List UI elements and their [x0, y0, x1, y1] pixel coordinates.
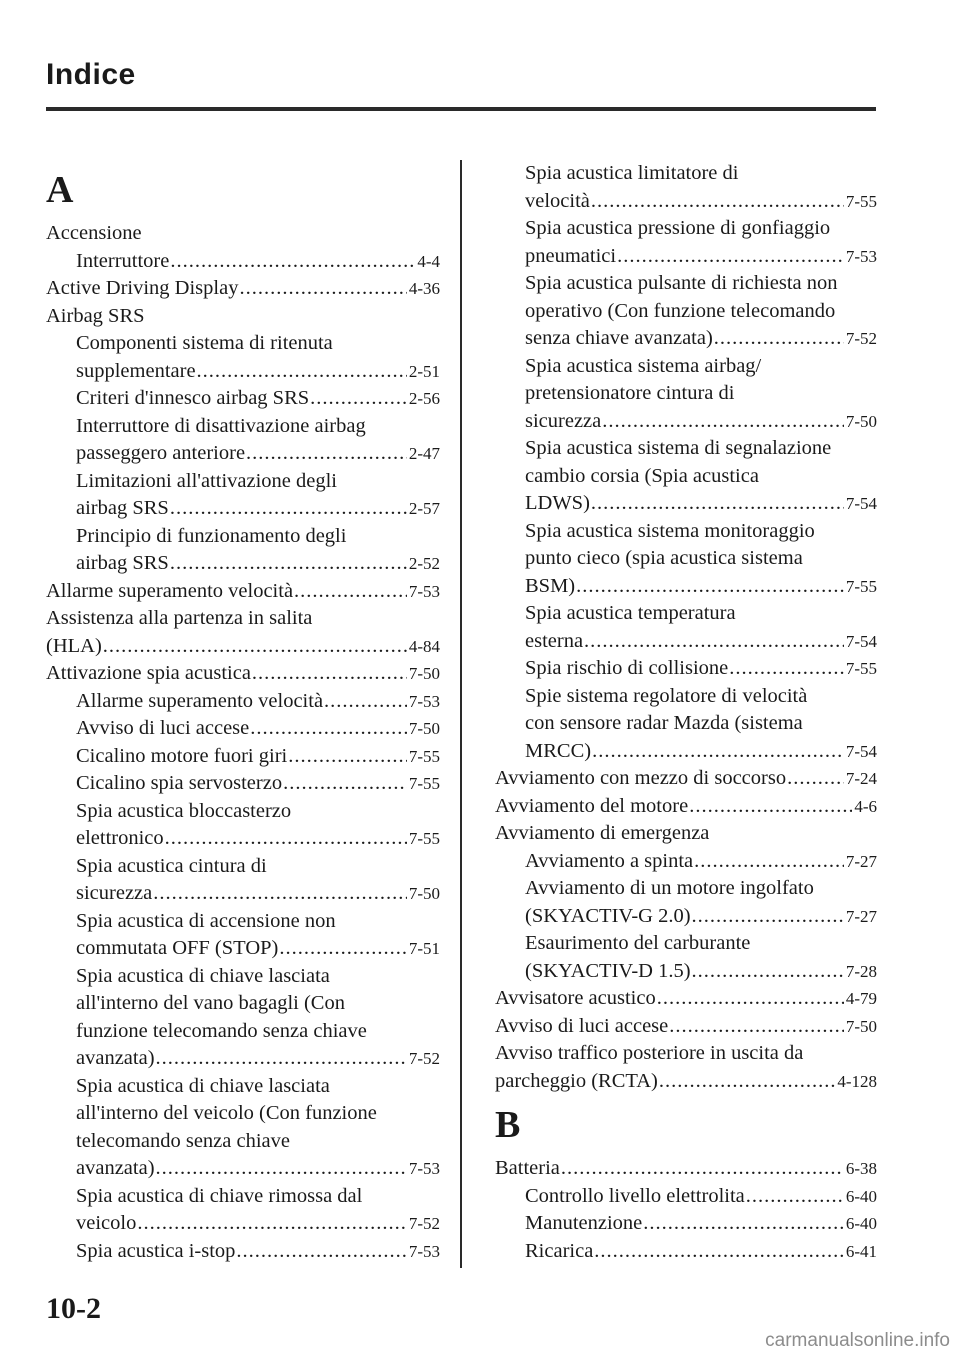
- entry-text: Allarme superamento velocità: [76, 689, 324, 712]
- index-entry: [495, 820, 877, 848]
- index-entry: [495, 1155, 877, 1183]
- index-subentry: [495, 160, 877, 215]
- entry-text: Avviamento di emergenza: [495, 822, 710, 844]
- page-reference: 7-55: [845, 191, 877, 211]
- entry-text: Spia acustica pulsante di richiesta non: [525, 272, 838, 294]
- page-reference: 7-55: [845, 576, 877, 596]
- index-subentry: [495, 875, 877, 930]
- page-reference: 7-50: [845, 411, 877, 431]
- page-reference: 2-57: [408, 499, 440, 518]
- entry-text: Attivazione spia acustica: [46, 662, 251, 684]
- entry-text: all'interno del vano bagagli (Con: [76, 992, 345, 1014]
- entry-text: Avviso traffico posteriore in uscita da: [495, 1042, 804, 1064]
- entry-text: parcheggio (RCTA): [495, 1069, 658, 1092]
- index-subentry: [46, 798, 440, 853]
- dot-leader: [156, 1045, 407, 1073]
- column-divider: [460, 160, 462, 1268]
- entry-text: Interruttore: [76, 249, 170, 272]
- dot-leader: [170, 495, 407, 523]
- entry-text: LDWS): [525, 492, 590, 514]
- entry-text: Limitazioni all'attivazione degli: [76, 469, 337, 492]
- entry-text: Cicalino motore fuori giri: [76, 744, 288, 767]
- index-subentry: [495, 435, 877, 518]
- index-subentry: [46, 330, 440, 385]
- dot-leader: [294, 578, 407, 606]
- dot-leader: [324, 688, 407, 716]
- page-reference: 7-54: [845, 494, 877, 513]
- title-rule: [46, 107, 876, 111]
- dot-leader: [170, 248, 415, 276]
- index-column-left: [46, 160, 440, 1265]
- entry-text: Active Driving Display: [46, 277, 239, 299]
- entry-text: Spia acustica i-stop: [76, 1239, 236, 1262]
- dot-leader: [239, 275, 406, 303]
- entry-text: elettronico: [76, 827, 164, 849]
- dot-leader: [153, 880, 407, 908]
- page-reference: 7-52: [408, 1049, 440, 1068]
- entry-text: Avviamento a spinta: [525, 849, 694, 872]
- index-subentry: [495, 600, 877, 655]
- entry-text: Avviamento di un motore ingolfato: [525, 877, 814, 899]
- watermark: carmanualsonline.info: [765, 1330, 950, 1351]
- index-entry: [46, 578, 440, 606]
- entry-text: Avvisatore acustico: [495, 987, 656, 1009]
- entry-text: sicurezza: [525, 409, 602, 432]
- page-reference: 7-55: [408, 829, 440, 848]
- dot-leader: [594, 1238, 844, 1266]
- entry-text: Spia acustica di chiave lasciata: [76, 1074, 330, 1097]
- entry-text: (HLA): [46, 634, 102, 657]
- page-reference: 2-52: [408, 554, 440, 573]
- entry-text: punto cieco (spia acustica sistema: [525, 547, 803, 569]
- page-reference: 7-52: [845, 329, 877, 348]
- entry-text: Ricarica: [525, 1239, 594, 1262]
- entry-text: Spia rischio di collisione: [525, 657, 729, 679]
- index-subentry: [46, 715, 440, 743]
- dot-leader: [787, 765, 844, 793]
- page-reference: 2-47: [408, 444, 440, 463]
- dot-leader: [283, 770, 407, 798]
- dot-leader: [170, 550, 407, 578]
- entry-text: BSM): [525, 574, 576, 597]
- index-subentry: [46, 770, 440, 798]
- page-reference: 7-53: [408, 581, 440, 601]
- page-reference: 7-50: [408, 719, 440, 738]
- entry-text: Spia acustica sistema airbag/: [525, 354, 762, 377]
- page-reference: 7-53: [408, 1159, 440, 1178]
- page-reference: 4-84: [408, 636, 440, 656]
- dot-leader: [592, 738, 844, 766]
- entry-text: Spia acustica di accensione non: [76, 909, 336, 932]
- dot-leader: [643, 1210, 844, 1238]
- entry-text: Spia acustica pressione di gonfiaggio: [525, 217, 831, 239]
- index-entry: [495, 985, 877, 1013]
- index-subentry: [46, 1073, 440, 1183]
- entry-text: veicolo: [76, 1212, 137, 1234]
- index-subentry: [46, 908, 440, 963]
- index-subentry: [495, 353, 877, 436]
- page-reference: 7-55: [408, 746, 440, 766]
- index-subentry: [495, 518, 877, 601]
- index-subentry: [46, 1183, 440, 1238]
- page-reference: 7-50: [845, 1016, 877, 1036]
- page-reference: 4-4: [417, 251, 440, 271]
- index-subentry: [495, 270, 877, 353]
- entry-text: velocità: [525, 189, 590, 212]
- entry-text: MRCC): [525, 739, 592, 762]
- section-letter-heading: A: [46, 169, 74, 211]
- entry-text: Avviso di luci accese: [76, 717, 250, 739]
- entry-text: (SKYACTIV-D 1.5): [525, 959, 691, 982]
- page-reference: 2-51: [408, 361, 440, 381]
- index-subentry: [46, 688, 440, 716]
- dot-leader: [156, 1155, 407, 1183]
- section-letter-heading: B: [495, 1104, 521, 1146]
- dot-leader: [617, 243, 844, 271]
- entry-text: airbag SRS: [76, 497, 169, 519]
- entry-text: commutata OFF (STOP): [76, 937, 279, 959]
- entry-text: Batteria: [495, 1157, 560, 1179]
- entry-text: Principio di funzionamento degli: [76, 524, 347, 547]
- entry-text: Interruttore di disattivazione airbag: [76, 414, 366, 437]
- dot-leader: [165, 825, 407, 853]
- page-reference: 7-53: [408, 691, 440, 711]
- entry-text: Avviamento con mezzo di soccorso: [495, 767, 787, 789]
- entry-text: Assistenza alla partenza in salita: [46, 607, 313, 629]
- dot-leader: [310, 385, 407, 413]
- entry-text: all'interno del veicolo (Con funzione: [76, 1102, 377, 1124]
- page-reference: 7-52: [408, 1214, 440, 1233]
- page-reference: 7-51: [408, 939, 440, 958]
- entry-text: sicurezza: [76, 882, 153, 904]
- dot-leader: [250, 715, 407, 743]
- index-subentry: [46, 853, 440, 908]
- entry-text: Componenti sistema di ritenuta: [76, 332, 333, 354]
- index-subentry: [495, 655, 877, 683]
- page-reference: 4-6: [854, 796, 877, 816]
- dot-leader: [137, 1210, 406, 1238]
- entry-text: Controllo livello elettrolita: [525, 1184, 745, 1207]
- entry-text: Avviso di luci accese: [495, 1014, 669, 1037]
- entry-text: Cicalino spia servosterzo: [76, 772, 283, 794]
- dot-leader: [246, 440, 407, 468]
- page-reference: 6-38: [845, 1159, 877, 1178]
- index-entry: [495, 793, 877, 821]
- entry-text: Accensione: [46, 222, 142, 244]
- entry-text: airbag SRS: [76, 552, 169, 574]
- page-reference: 4-36: [408, 279, 440, 298]
- dot-leader: [692, 958, 844, 986]
- dot-leader: [689, 793, 852, 821]
- index-subentry: [495, 1210, 877, 1238]
- index-entry: [495, 1013, 877, 1041]
- entry-text: Spie sistema regolatore di velocità: [525, 684, 808, 707]
- index-entry: [495, 765, 877, 793]
- entry-text: Criteri d'innesco airbag SRS: [76, 387, 310, 409]
- entry-text: Spia acustica limitatore di: [525, 162, 739, 184]
- dot-leader: [657, 985, 844, 1013]
- page-reference: 4-79: [845, 989, 877, 1008]
- index-subentry: [495, 1183, 877, 1211]
- entry-text: con sensore radar Mazda (sistema: [525, 712, 803, 734]
- page-reference: 7-27: [845, 851, 877, 871]
- entry-text: (SKYACTIV-G 2.0): [525, 904, 691, 927]
- index-subentry: [46, 523, 440, 578]
- entry-text: avanzata): [76, 1157, 155, 1179]
- entry-text: Spia acustica temperatura: [525, 602, 736, 624]
- index-subentry: [495, 1238, 877, 1266]
- dot-leader: [591, 490, 844, 518]
- dot-leader: [729, 655, 844, 683]
- entry-text: senza chiave avanzata): [525, 327, 713, 349]
- dot-leader: [591, 188, 844, 216]
- entry-text: telecomando senza chiave: [76, 1129, 290, 1152]
- dot-leader: [746, 1183, 844, 1211]
- page-reference: 7-55: [845, 659, 877, 678]
- index-subentry: [46, 743, 440, 771]
- page-reference: 7-55: [408, 774, 440, 793]
- entry-text: Spia acustica cintura di: [76, 854, 267, 877]
- index-subentry: [46, 1238, 440, 1266]
- entry-text: avanzata): [76, 1047, 155, 1069]
- dot-leader: [103, 633, 407, 661]
- index-subentry: [495, 930, 877, 985]
- page-reference: 7-53: [845, 246, 877, 266]
- dot-leader: [714, 325, 844, 353]
- page-title: Indice: [46, 58, 136, 91]
- entry-text: Spia acustica bloccasterzo: [76, 799, 292, 822]
- dot-leader: [692, 903, 844, 931]
- index-subentry: [495, 215, 877, 270]
- dot-leader: [561, 1155, 844, 1183]
- page-reference: 7-54: [845, 631, 877, 651]
- index-entry: [46, 660, 440, 688]
- index-subentry: [495, 848, 877, 876]
- entry-text: esterna: [525, 629, 584, 652]
- entry-text: funzione telecomando senza chiave: [76, 1019, 367, 1042]
- page-reference: 7-50: [408, 884, 440, 903]
- dot-leader: [576, 573, 844, 601]
- entry-text: Airbag SRS: [46, 304, 145, 327]
- dot-leader: [584, 628, 844, 656]
- dot-leader: [252, 660, 407, 688]
- dot-leader: [669, 1013, 844, 1041]
- page-reference: 2-56: [408, 389, 440, 408]
- index-entry: [46, 275, 440, 303]
- entry-text: passeggero anteriore: [76, 442, 246, 464]
- index-subentry: [495, 683, 877, 766]
- entry-text: operativo (Con funzione telecomando: [525, 299, 836, 322]
- index-subentry: [46, 963, 440, 1073]
- index-entry: [46, 303, 440, 331]
- index-entry: [46, 605, 440, 660]
- index-column-right: [495, 160, 877, 1265]
- page-reference: 7-27: [845, 906, 877, 926]
- entry-text: Esaurimento del carburante: [525, 932, 751, 954]
- dot-leader: [279, 935, 406, 963]
- page-reference: 7-54: [845, 741, 877, 761]
- entry-text: Allarme superamento velocità: [46, 579, 294, 602]
- index-subentry: [46, 385, 440, 413]
- page-reference: 4-128: [837, 1071, 877, 1091]
- page-reference: 7-53: [408, 1241, 440, 1261]
- page-reference: 6-40: [845, 1186, 877, 1206]
- entry-text: supplementare: [76, 359, 196, 382]
- page-reference: 7-50: [408, 664, 440, 683]
- dot-leader: [236, 1238, 406, 1266]
- dot-leader: [694, 848, 844, 876]
- page-number: 10-2: [46, 1292, 101, 1325]
- entry-text: Spia acustica sistema di segnalazione: [525, 437, 832, 459]
- page-reference: 6-40: [845, 1214, 877, 1233]
- index-subentry: [46, 468, 440, 523]
- page-reference: 6-41: [845, 1241, 877, 1261]
- dot-leader: [602, 408, 844, 436]
- entry-text: Spia acustica sistema monitoraggio: [525, 519, 815, 542]
- entry-text: pneumatici: [525, 244, 617, 267]
- entry-text: cambio corsia (Spia acustica: [525, 464, 759, 487]
- index-entry: [46, 220, 440, 248]
- dot-leader: [197, 358, 407, 386]
- entry-text: pretensionatore cintura di: [525, 382, 735, 404]
- index-subentry: [46, 413, 440, 468]
- page-reference: 7-24: [845, 769, 877, 788]
- index-subentry: [46, 248, 440, 276]
- dot-leader: [288, 743, 407, 771]
- page-reference: 7-28: [845, 961, 877, 981]
- entry-text: Spia acustica di chiave lasciata: [76, 964, 330, 987]
- index-entry: [495, 1040, 877, 1095]
- dot-leader: [659, 1068, 835, 1096]
- entry-text: Spia acustica di chiave rimossa dal: [76, 1184, 363, 1207]
- entry-text: Manutenzione: [525, 1212, 643, 1234]
- entry-text: Avviamento del motore: [495, 794, 689, 817]
